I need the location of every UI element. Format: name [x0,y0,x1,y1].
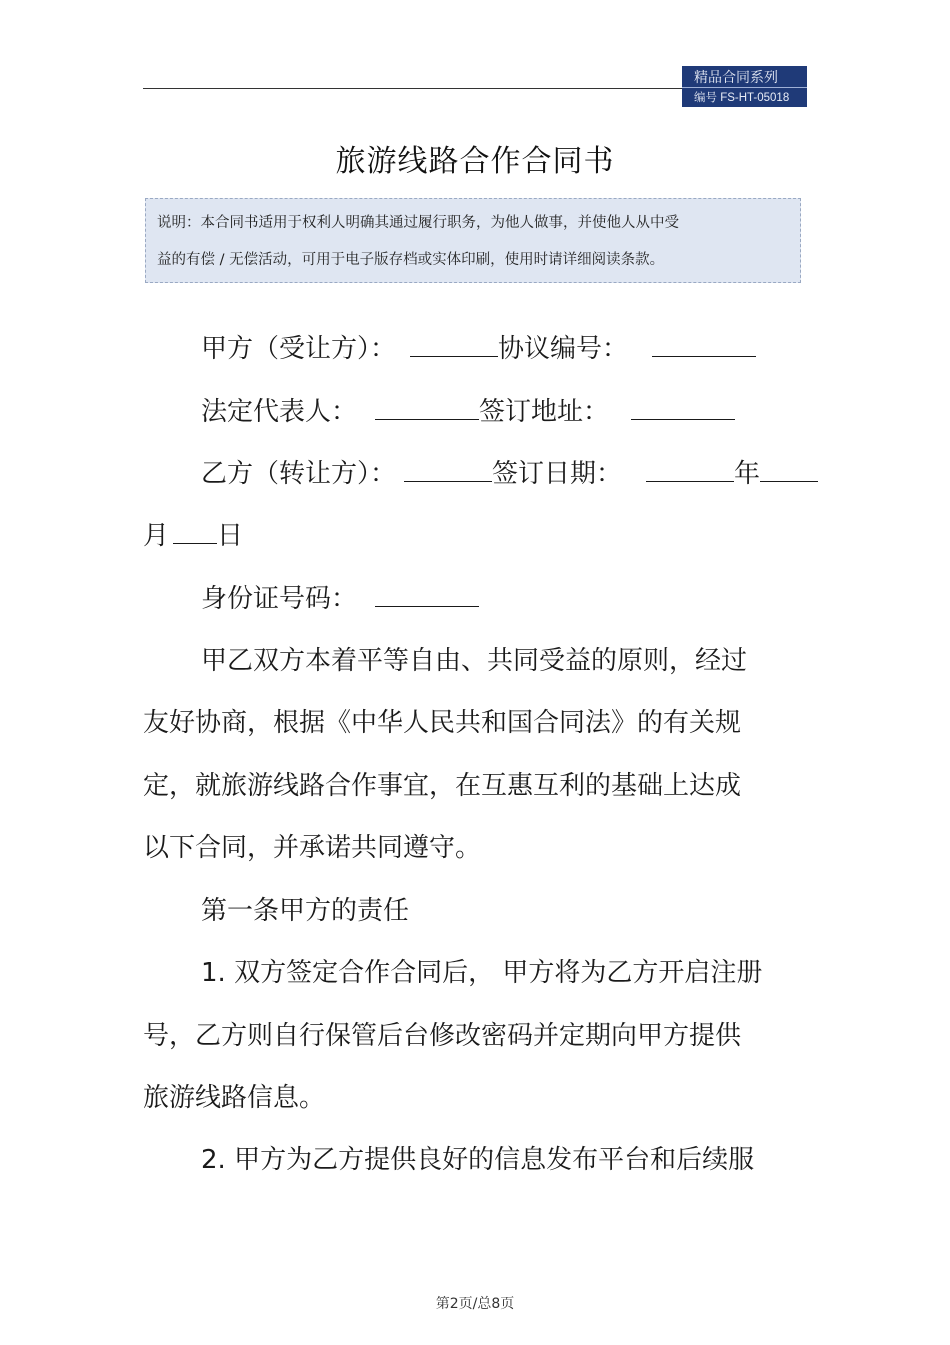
page-indicator: 第2页/总8页 [435,1296,515,1312]
clause-2-line: 2. 甲方为乙方提供良好的信息发布平台和后续服 [201,1145,755,1175]
body-text-line: 甲乙双方本着平等自由、共同受益的原则，经过 [201,646,748,676]
usage-note-line: 说明：本合同书适用于权利人明确其通过履行职务，为他人做事，并使他人从中受 [157,215,679,231]
agreement-no-label: 协议编号： [498,334,629,364]
field-row-legal-rep [201,391,735,428]
id-number-label: 身份证号码： [201,584,358,614]
sign-address-blank[interactable] [631,397,735,420]
day-label: 日 [217,521,244,551]
sign-date-label: 签订日期： [492,459,623,489]
field-row-id [201,578,479,615]
party-b-label: 乙方（转让方）： [201,459,397,489]
field-row-date-cont [143,515,243,552]
party-a-blank[interactable] [410,334,498,357]
article-1-heading: 第一条甲方的责任 [201,896,410,926]
clause-1-line: 1. 双方签定合作合同后， 甲方将为乙方开启注册 [201,958,763,988]
series-badge [682,66,807,107]
day-blank[interactable] [173,521,217,544]
body-text-line: 定，就旅游线路合作事宜，在互惠互利的基础上达成 [143,771,742,801]
badge-divider [682,87,807,88]
document-title: 旅游线路合作合同书 [335,144,615,179]
agreement-no-blank[interactable] [652,334,756,357]
party-b-blank[interactable] [404,459,492,482]
sign-address-label: 签订地址： [479,397,610,427]
legal-rep-blank[interactable] [375,397,479,420]
usage-note-line: 益的有偿 / 无偿活动，可用于电子版存档或实体印刷，使用时请详细阅读条款。 [157,252,665,268]
clause-1-line: 号，乙方则自行保管后台修改密码并定期向甲方提供 [143,1021,742,1051]
year-label: 年 [734,459,761,489]
legal-rep-label: 法定代表人： [201,397,358,427]
badge-doc-number: 编号 FS-HT-05018 [694,92,790,104]
badge-series-label: 精品合同系列 [694,69,778,85]
year-blank[interactable] [646,459,734,482]
id-number-blank[interactable] [375,584,479,607]
field-row-party-a [201,328,756,365]
party-a-label: 甲方（受让方）： [201,334,397,364]
clause-1-line: 旅游线路信息。 [143,1083,326,1113]
body-text-line: 友好协商，根据《中华人民共和国合同法》的有关规 [143,708,742,738]
month-pre-blank[interactable] [760,459,818,482]
usage-note-box [145,198,801,283]
month-label: 月 [143,521,170,551]
field-row-party-b [201,453,818,490]
body-text-line: 以下合同，并承诺共同遵守。 [143,833,482,863]
